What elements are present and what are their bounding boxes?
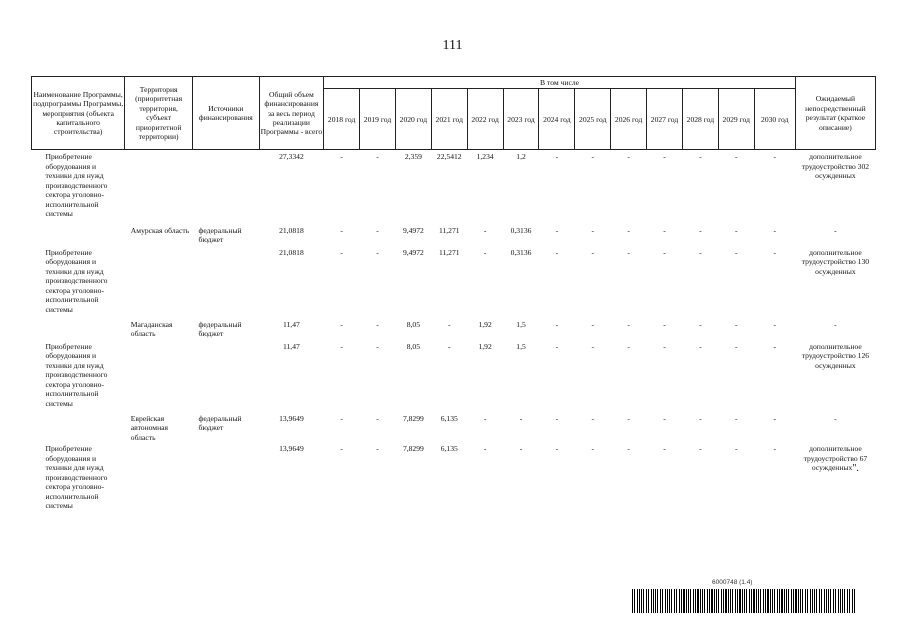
barcode-bar <box>695 589 696 613</box>
row-value: - <box>591 444 595 454</box>
row-value: - <box>555 247 559 257</box>
barcode-bar <box>798 589 799 613</box>
row-total: 21,0818 <box>279 225 304 235</box>
barcode-bar <box>751 589 752 613</box>
row-value: - <box>448 341 451 351</box>
barcode-bar <box>679 589 680 613</box>
barcode-bar <box>721 589 722 613</box>
header-year: 2026 год <box>611 89 647 150</box>
barcode-bar <box>805 589 806 613</box>
barcode-bar <box>655 589 656 613</box>
row-total: 13,9649 <box>279 444 304 454</box>
barcode-bar <box>730 589 731 613</box>
barcode-bar <box>814 589 815 613</box>
header-year: 2018 год <box>324 89 360 150</box>
barcode-bar <box>643 589 644 613</box>
row-name <box>32 412 125 442</box>
row-value: - <box>376 225 379 235</box>
header-year: 2023 год <box>503 89 539 150</box>
barcode-bar <box>681 589 682 613</box>
barcode-bar <box>657 589 658 613</box>
row-total: 11,47 <box>283 341 300 351</box>
row-value: - <box>591 341 595 351</box>
row-value: - <box>735 319 738 329</box>
row-value: - <box>340 247 343 257</box>
row-value: - <box>735 413 738 423</box>
row-source <box>192 246 259 318</box>
barcode-bar <box>826 589 827 613</box>
barcode-bar <box>779 589 780 613</box>
barcode-bar <box>665 589 666 613</box>
barcode-bar <box>824 589 825 613</box>
barcode-bar <box>802 589 803 613</box>
row-value: - <box>376 247 379 257</box>
row-result <box>795 246 875 318</box>
barcode-bar <box>810 589 811 613</box>
barcode-bar <box>700 589 701 613</box>
row-value: - <box>627 444 630 454</box>
row-value: - <box>519 413 523 423</box>
barcode-bar <box>660 589 661 613</box>
table-row <box>32 150 876 224</box>
row-value: - <box>699 319 702 329</box>
barcode-bar <box>634 589 635 613</box>
row-result <box>795 318 875 340</box>
header-year: 2030 год <box>754 89 795 150</box>
barcode-bar <box>784 589 785 613</box>
row-value: - <box>773 152 777 162</box>
row-name: Приобретение оборудования и техники для нужд производственного сектора уголовно-исполнительной системы <box>45 247 108 314</box>
row-value: 6,135 <box>440 444 458 454</box>
table-row <box>32 224 876 246</box>
barcode-bar <box>760 589 761 613</box>
barcode-bar <box>791 589 792 613</box>
barcode-bar <box>711 589 712 613</box>
table-row <box>32 246 876 318</box>
barcode-bar <box>651 589 652 613</box>
row-name: Приобретение оборудования и техники для нужд производственного сектора уголовно-исполнительной системы <box>45 152 108 219</box>
barcode-bar <box>709 589 710 613</box>
row-value: - <box>663 247 666 257</box>
row-value: - <box>699 225 702 235</box>
barcode-bar <box>828 589 829 613</box>
barcode-bar <box>735 589 736 613</box>
row-result-text: дополнительное трудоустройство 130 осужденных <box>801 247 870 276</box>
barcode-bar <box>669 589 670 613</box>
barcode-bar <box>816 589 817 613</box>
header-sources: Источники финансирования <box>192 77 259 150</box>
barcode-bar <box>800 589 801 613</box>
row-value: - <box>555 341 559 351</box>
row-value: 7,8299 <box>402 444 424 454</box>
row-value: - <box>340 341 343 351</box>
barcode-bar <box>840 589 841 613</box>
row-value: - <box>627 341 630 351</box>
barcode-bar <box>772 589 773 613</box>
row-value: 7,8299 <box>402 413 424 423</box>
barcode-bar <box>683 589 684 613</box>
barcode-bar <box>746 589 747 613</box>
barcode-bar <box>641 589 642 613</box>
row-value: - <box>591 225 595 235</box>
row-value: - <box>591 247 595 257</box>
row-value: - <box>555 444 559 454</box>
row-value: 0,3136 <box>510 225 532 235</box>
row-value: - <box>340 319 343 329</box>
row-source <box>192 442 259 516</box>
row-value: 1,234 <box>476 152 494 162</box>
barcode-bar <box>767 589 768 613</box>
row-value: - <box>773 341 777 351</box>
barcode-bar <box>781 589 782 613</box>
row-value: - <box>663 444 666 454</box>
header-year: 2025 год <box>575 89 611 150</box>
row-value: 1,92 <box>478 341 492 351</box>
header-year: 2022 год <box>467 89 503 150</box>
row-name: Приобретение оборудования и техники для нужд производственного сектора уголовно-исполнительной системы <box>45 341 108 408</box>
row-value: - <box>448 319 451 329</box>
row-value: - <box>555 413 559 423</box>
barcode-bar <box>639 589 640 613</box>
barcode-bar <box>854 589 855 613</box>
header-total: Общий объем финансирования за весь период реализации Программы - всего <box>259 77 324 150</box>
row-value: - <box>376 341 379 351</box>
header-result: Ожидаемый непосредственный результат (краткое описание) <box>795 77 875 150</box>
header-name: Наименование Программы, подпрограммы Программы, мероприятия (объекта капитального строительства) <box>32 77 125 150</box>
row-value: 1,5 <box>516 319 526 329</box>
barcode-bar <box>723 589 724 613</box>
row-value: - <box>735 341 738 351</box>
header-year: 2029 год <box>718 89 754 150</box>
barcode-bar <box>676 589 677 613</box>
row-value: 2,359 <box>404 152 422 162</box>
row-value: - <box>555 225 559 235</box>
row-result <box>795 442 875 516</box>
row-total: 21,0818 <box>279 247 304 257</box>
row-value: - <box>591 319 595 329</box>
row-territory <box>125 442 193 516</box>
row-value: - <box>483 225 487 235</box>
barcode-bar <box>653 589 654 613</box>
barcode-bar <box>690 589 691 613</box>
barcode-bar <box>674 589 675 613</box>
row-result-text: дополнительное трудоустройство 302 осужденных <box>801 152 870 181</box>
barcode-bar <box>702 589 703 613</box>
barcode-bar <box>697 589 698 613</box>
row-source <box>192 150 259 224</box>
row-value: - <box>340 225 343 235</box>
row-value: - <box>591 152 595 162</box>
table-row <box>32 318 876 340</box>
barcode-bar <box>707 589 708 613</box>
barcode-bar <box>833 589 834 613</box>
row-value: - <box>555 152 559 162</box>
barcode-bar <box>756 589 757 613</box>
row-result-text: - <box>834 413 837 423</box>
row-total: 27,3342 <box>279 152 304 162</box>
row-value: 1,5 <box>516 341 526 351</box>
header-year: 2024 год <box>539 89 575 150</box>
financing-table <box>31 76 876 516</box>
row-value: - <box>483 247 487 257</box>
row-value: - <box>735 225 738 235</box>
row-territory: Магаданская область <box>130 319 173 339</box>
barcode-bar <box>795 589 796 613</box>
barcode-bar <box>688 589 689 613</box>
barcode-bar <box>744 589 745 613</box>
row-name <box>32 224 125 246</box>
row-result <box>795 340 875 412</box>
header-group: В том числе <box>324 77 796 89</box>
row-value: - <box>699 152 702 162</box>
barcode-bar <box>842 589 843 613</box>
row-value: - <box>376 152 379 162</box>
barcode-bar <box>763 589 764 613</box>
row-value: - <box>699 341 702 351</box>
barcode-bar <box>753 589 754 613</box>
barcode-bar <box>838 589 839 613</box>
row-value: - <box>735 247 738 257</box>
row-value: - <box>699 444 702 454</box>
header-year: 2019 год <box>360 89 396 150</box>
row-territory <box>125 246 193 318</box>
row-territory <box>125 340 193 412</box>
barcode-bar <box>632 589 633 613</box>
barcode-bar <box>725 589 726 613</box>
row-value: - <box>663 341 666 351</box>
row-value: - <box>773 413 777 423</box>
row-value: - <box>627 319 630 329</box>
barcode-bar <box>835 589 836 613</box>
row-result <box>795 150 875 224</box>
barcode-bar <box>852 589 853 613</box>
barcode-label: 6000748 (1.4) <box>712 579 753 586</box>
row-value: - <box>519 444 523 454</box>
table-row <box>32 412 876 442</box>
barcode-bar <box>819 589 820 613</box>
row-value: - <box>663 319 666 329</box>
row-value: - <box>735 444 738 454</box>
barcode-bar <box>646 589 647 613</box>
header-year: 2021 год <box>431 89 467 150</box>
barcode-bar <box>777 589 778 613</box>
closing-quote-mark: ". <box>852 463 859 475</box>
row-value: - <box>663 225 666 235</box>
barcode-bar <box>793 589 794 613</box>
row-value: - <box>735 152 738 162</box>
row-value: - <box>699 413 702 423</box>
barcode-bar <box>667 589 668 613</box>
row-value: - <box>340 152 343 162</box>
barcode-bar <box>739 589 740 613</box>
barcode-bar <box>693 589 694 613</box>
barcode-bar <box>716 589 717 613</box>
row-value: - <box>773 225 777 235</box>
row-value: 22,5412 <box>436 152 462 162</box>
row-value: 1,2 <box>516 152 526 162</box>
row-territory: Еврейская автономная область <box>130 413 169 442</box>
barcode-bar <box>765 589 766 613</box>
page-number: 111 <box>442 38 463 53</box>
row-value: - <box>591 413 595 423</box>
barcode-bar <box>821 589 822 613</box>
row-value: - <box>699 247 702 257</box>
row-value: - <box>773 319 777 329</box>
row-value: 6,135 <box>440 413 458 423</box>
row-value: - <box>663 152 666 162</box>
barcode-bar <box>770 589 771 613</box>
row-result-text: дополнительное трудоустройство 67 осужденных <box>803 444 868 473</box>
barcode-bar <box>786 589 787 613</box>
barcode-bar <box>849 589 850 613</box>
barcode-bar <box>737 589 738 613</box>
row-value: - <box>773 444 777 454</box>
table-row <box>32 442 876 516</box>
row-value: 8,05 <box>406 341 421 351</box>
barcode-bar <box>830 589 831 613</box>
row-result-text: - <box>834 225 837 235</box>
row-name <box>32 318 125 340</box>
barcode <box>632 589 857 613</box>
row-value: 9,4972 <box>402 225 424 235</box>
table-row <box>32 340 876 412</box>
row-value: - <box>376 413 379 423</box>
row-value: - <box>663 413 666 423</box>
row-source: федеральный бюджет <box>198 413 242 433</box>
row-territory <box>125 150 193 224</box>
row-source: федеральный бюджет <box>198 225 242 245</box>
row-total: 13,9649 <box>279 413 304 423</box>
barcode-bar <box>718 589 719 613</box>
row-value: 11,271 <box>438 225 460 235</box>
barcode-bar <box>807 589 808 613</box>
barcode-bar <box>686 589 687 613</box>
row-value: - <box>773 247 777 257</box>
barcode-bar <box>812 589 813 613</box>
row-source: федеральный бюджет <box>198 319 242 339</box>
header-year: 2027 год <box>647 89 683 150</box>
header-year: 2028 год <box>682 89 718 150</box>
barcode-bar <box>637 589 638 613</box>
row-value: - <box>555 319 559 329</box>
row-value: 11,271 <box>438 247 460 257</box>
row-value: - <box>627 152 630 162</box>
barcode-bar <box>704 589 705 613</box>
barcode-bar <box>662 589 663 613</box>
row-value: - <box>627 247 630 257</box>
row-total: 11,47 <box>283 319 300 329</box>
barcode-bar <box>788 589 789 613</box>
barcode-bar <box>844 589 845 613</box>
barcode-bar <box>774 589 775 613</box>
row-value: - <box>483 413 487 423</box>
row-territory: Амурская область <box>130 225 190 235</box>
barcode-bar <box>714 589 715 613</box>
row-source <box>192 340 259 412</box>
row-result <box>795 412 875 442</box>
row-value: 0,3136 <box>510 247 532 257</box>
row-result-text: дополнительное трудоустройство 126 осужденных <box>801 341 870 370</box>
row-value: - <box>627 413 630 423</box>
barcode-bar <box>742 589 743 613</box>
row-result <box>795 224 875 246</box>
row-value: 8,05 <box>406 319 421 329</box>
barcode-bar <box>648 589 649 613</box>
row-value: - <box>376 444 379 454</box>
row-result-text: - <box>834 319 837 329</box>
row-name: Приобретение оборудования и техники для нужд производственного сектора уголовно-исполнительной системы <box>45 444 108 511</box>
row-value: - <box>483 444 487 454</box>
row-value: - <box>376 319 379 329</box>
barcode-bar <box>847 589 848 613</box>
row-value: - <box>340 413 343 423</box>
barcode-bar <box>758 589 759 613</box>
row-value: - <box>627 225 630 235</box>
header-year: 2020 год <box>395 89 431 150</box>
row-value: 1,92 <box>478 319 492 329</box>
row-value: 9,4972 <box>402 247 424 257</box>
barcode-bar <box>671 589 672 613</box>
barcode-bar <box>728 589 729 613</box>
barcode-bar <box>732 589 733 613</box>
header-territory: Территория (приоритетная территория, субъект приоритетной территории) <box>125 77 193 150</box>
row-value: - <box>340 444 343 454</box>
barcode-bar <box>749 589 750 613</box>
